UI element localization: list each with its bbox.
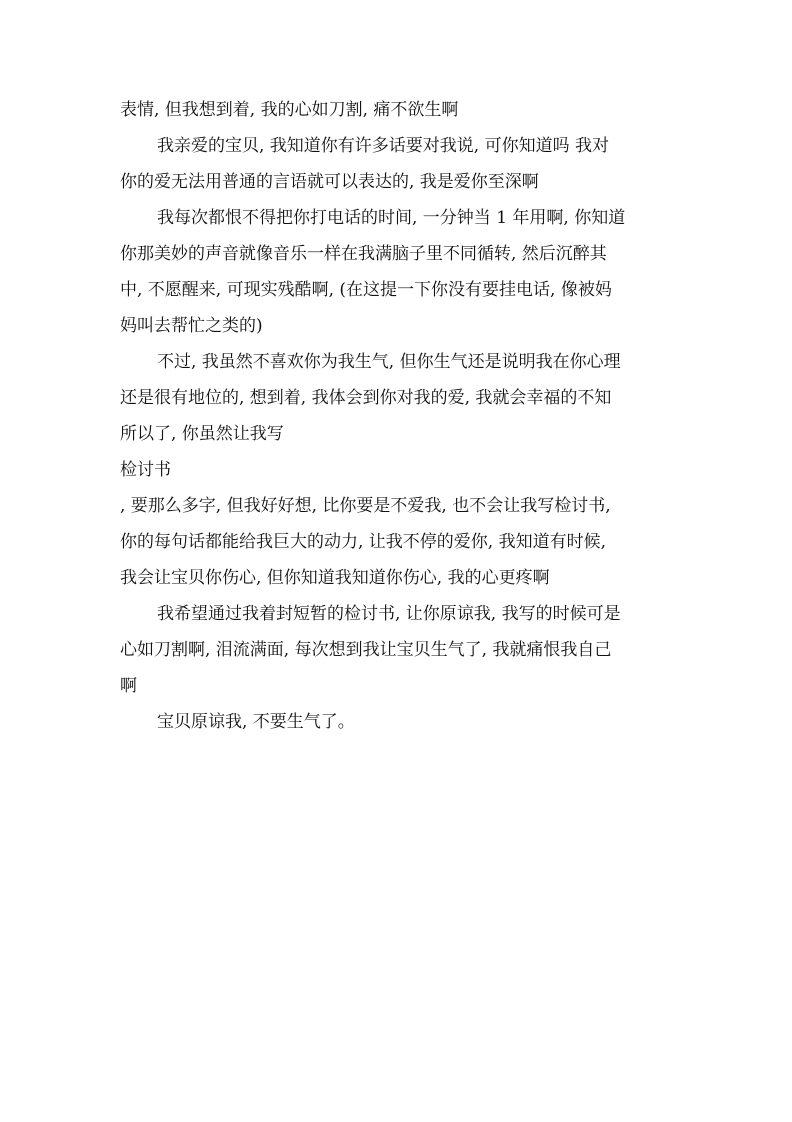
text-line: 所以了, 你虽然让我写 xyxy=(120,424,284,444)
text-line: 心如刀割啊, 泪流满面, 每次想到我让宝贝生气了, 我就痛恨我自己 xyxy=(120,640,612,660)
text-line: 我会让宝贝你伤心, 但你知道我知道你伤心, 我的心更疼啊 xyxy=(120,568,550,588)
text-line: 你那美妙的声音就像音乐一样在我满脑子里不同循转, 然后沉醉其 xyxy=(120,244,607,264)
paragraph-start-line: 不过, 我虽然不喜欢你为我生气, 但你生气还是说明我在你心理 xyxy=(157,352,621,372)
text-line: , 要那么多字, 但我好好想, 比你要是不爱我, 也不会让我写检讨书, xyxy=(120,496,611,516)
text-line: 检讨书 xyxy=(120,460,171,480)
text-line: 妈叫去帮忙之类的) xyxy=(120,316,263,336)
closing-line: 宝贝原谅我, 不要生气了。 xyxy=(157,712,355,732)
document-body xyxy=(120,92,665,740)
text-line: 表情, 但我想到着, 我的心如刀割, 痛不欲生啊 xyxy=(120,100,459,120)
text-line: 啊 xyxy=(120,676,137,696)
text-line: 中, 不愿醒来, 可现实残酷啊, (在这提一下你没有要挂电话, 像被妈 xyxy=(120,280,612,300)
text-line: 你的每句话都能给我巨大的动力, 让我不停的爱你, 我知道有时候, xyxy=(120,532,607,552)
paragraph-start-line: 我希望通过我着封短暂的检讨书, 让你原谅我, 我写的时候可是 xyxy=(157,604,621,624)
text-line: 你的爱无法用普通的言语就可以表达的, 我是爱你至深啊 xyxy=(120,172,539,192)
paragraph-start-line: 我亲爱的宝贝, 我知道你有许多话要对我说, 可你知道吗 我对 xyxy=(157,136,610,156)
text-line: 还是很有地位的, 想到着, 我体会到你对我的爱, 我就会幸福的不知 xyxy=(120,388,612,408)
paragraph-start-line: 我每次都恨不得把你打电话的时间, 一分钟当 1 年用啊, 你知道 xyxy=(157,208,626,228)
